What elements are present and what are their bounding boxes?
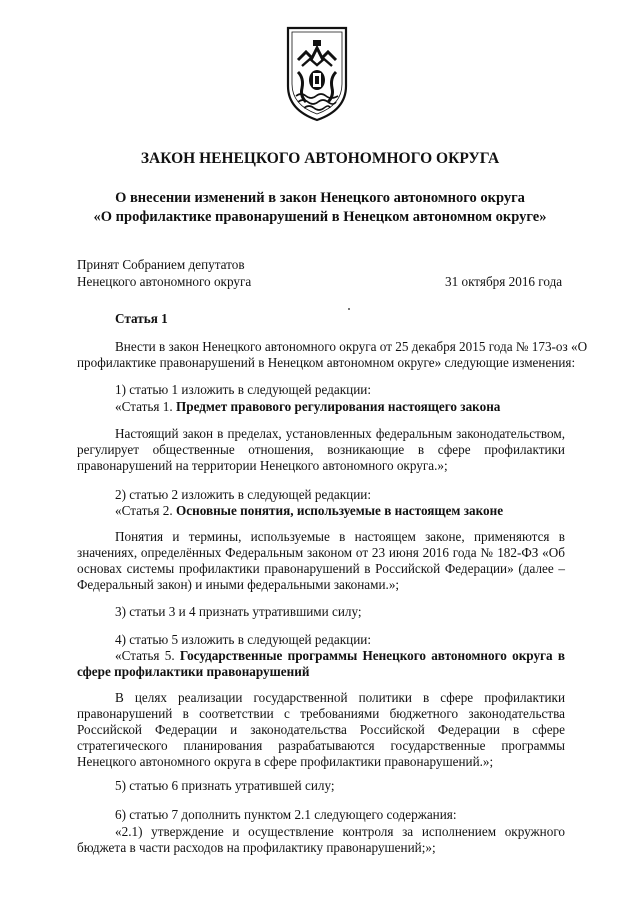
item-4-heading: 4) статью 5 изложить в следующей редакции: (115, 632, 371, 647)
item-4-quote-prefix: «Статья 5. (115, 648, 180, 663)
item-1-heading: 1) статью 1 изложить в следующей редакции: (115, 382, 371, 397)
intro-line-2: профилактике правонарушений в Ненецком автономном округе» следующие изменения: (77, 355, 576, 370)
intro-line-1: Внести в закон Ненецкого автономного округа от 25 декабря 2015 года № 173-оз «О (115, 339, 588, 354)
adoption-date: 31 октября 2016 года (445, 274, 563, 289)
item-5: 5) статью 6 признать утратившей силу; (115, 778, 335, 793)
subtitle-line-2: «О профилактике правонарушений в Ненецком автономном округе» (93, 209, 547, 225)
item-4-text: В целях реализации государственной политики в сфере профилактики правонарушений в соответствии с требованиями бюджетного законодательства Российской Федерации и законодательства Российской Федерации в сфере стратегического планирования разрабатываются государственные программы Ненецкого автономного округа в сфере профилактики правонарушений.»; (77, 690, 565, 769)
subtitle-line-1: О внесении изменений в закон Ненецкого автономного округа (115, 190, 525, 206)
item-3: 3) статьи 3 и 4 признать утратившими силу; (115, 604, 362, 619)
coat-of-arms-emblem (284, 26, 350, 122)
law-title: ЗАКОН НЕНЕЦКОГО АВТОНОМНОГО ОКРУГА (140, 150, 500, 167)
item-2-text: Понятия и термины, используемые в настоящем законе, применяются в значениях, определённых Федеральным законом от 23 июня 2016 года № 182-ФЗ «Об основах системы профилактики правонарушений в Российской Федерации» (далее – Федеральный закон) и иными федеральными законами.»; (77, 529, 565, 592)
item-4-quote (77, 648, 565, 680)
item-6-text: «2.1) утверждение и осуществление контроля за исполнением окружного бюджета в части расходов на профилактику правонарушений;»; (77, 824, 565, 855)
item-2-quote-title: Основные понятия, используемые в настоящем законе (175, 503, 504, 518)
item-1-text: Настоящий закон в пределах, установленных федеральным законодательством, регулирует общественные отношения, возникающие в сфере профилактики правонарушений на территории Ненецкого автономного округа.»; (77, 426, 565, 473)
adopted-by-line-1: Принят Собранием депутатов (77, 257, 245, 272)
item-1-quote-prefix: «Статья 1. (115, 399, 176, 414)
item-4-quote-title: Государственные программы Ненецкого автономного округа в сфере профилактики правонарушений (77, 648, 565, 679)
adopted-by-line-2: Ненецкого автономного округа (77, 274, 252, 289)
item-2-quote (115, 503, 503, 519)
item-2-heading: 2) статью 2 изложить в следующей редакции: (115, 487, 371, 502)
item-2-quote-prefix: «Статья 2. (115, 503, 176, 518)
item-1-quote (115, 399, 500, 415)
item-6-heading: 6) статью 7 дополнить пунктом 2.1 следующего содержания: (115, 807, 457, 822)
scan-speck (348, 308, 350, 310)
item-1-quote-title: Предмет правового регулирования настоящего закона (175, 399, 501, 414)
article-heading: Статья 1 (115, 311, 168, 326)
